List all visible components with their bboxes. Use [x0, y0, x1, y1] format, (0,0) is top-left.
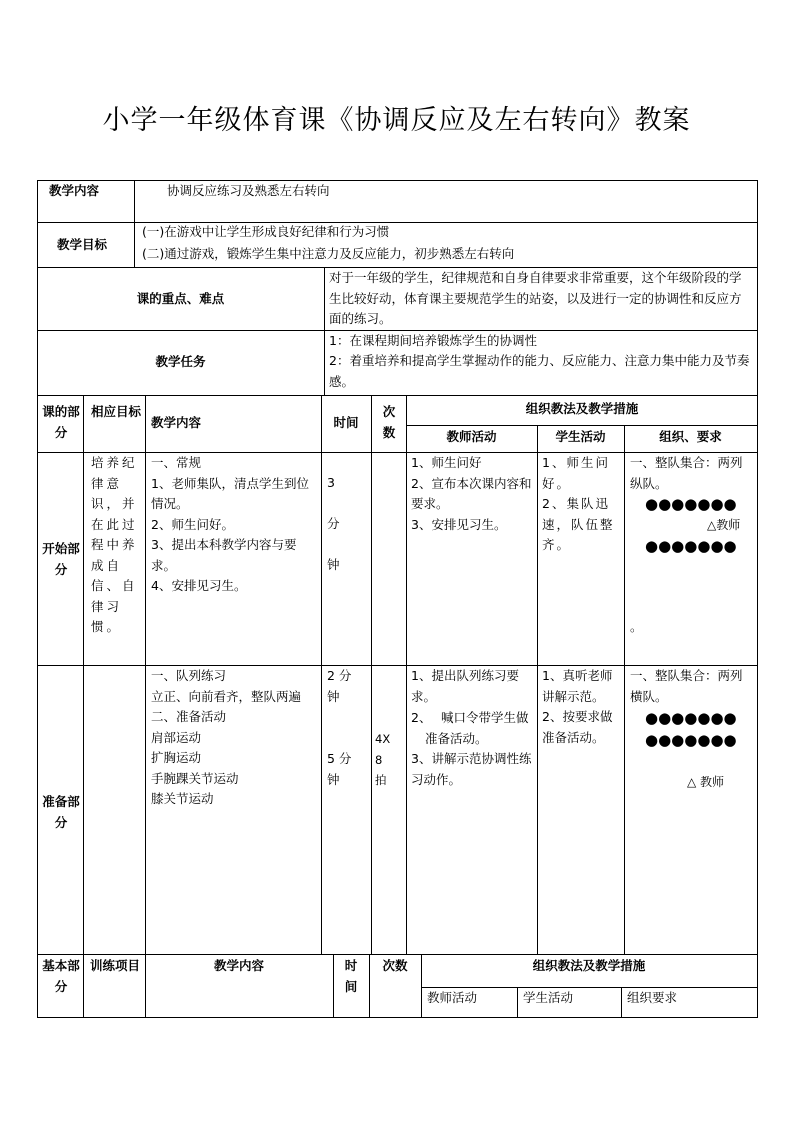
basic-part: 基本部分 [42, 958, 80, 994]
prep-teacher-mark: △ 教师 [687, 775, 725, 789]
content-label: 教学内容 [49, 183, 100, 198]
key-label: 课的重点、难点 [136, 291, 225, 306]
header-org: 组织教法及教学措施 [525, 401, 639, 416]
header-content: 教学内容 [151, 415, 202, 430]
start-goal: 培养纪律意识，并在此过程中养成自信、自律习惯。 [91, 455, 138, 634]
header-count: 次数 [382, 404, 396, 440]
prep-teacher-1: 1、提出队列练习要求。 [411, 668, 519, 704]
start-time: 3 分 钟 [327, 475, 340, 572]
start-formation-row-1: ●●●●●●● [645, 495, 737, 513]
basic-time: 时间 [344, 958, 358, 994]
prep-teacher-3: 喊口令带学生做准备活动。 [425, 710, 529, 746]
task-item-2: 2：着重培养和提高学生掌握动作的能力、反应能力、注意力集中能力及节奏感。 [329, 353, 750, 389]
prep-teacher-4: 3、讲解示范协调性练习动作。 [411, 751, 532, 787]
basic-org: 组织教法及教学措施 [532, 958, 646, 973]
basic-content: 教学内容 [213, 958, 264, 973]
start-part: 开始部分 [42, 541, 80, 577]
content-value: 协调反应练习及熟悉左右转向 [167, 183, 330, 198]
start-teacher-mark: △教师 [707, 518, 741, 532]
header-goal: 相应目标 [91, 404, 142, 419]
goal-item-1: (一)在游戏中让学生形成良好纪律和行为习惯 [142, 224, 390, 239]
prep-time-1: 2 分 钟 [327, 668, 352, 704]
task-item-1: 1：在课程期间培养锻炼学生的协调性 [329, 333, 537, 348]
header-part: 课的部分 [42, 404, 80, 440]
prep-count: 4X 8 拍 [375, 732, 391, 787]
start-content: 一、常规 1、老师集队，清点学生到位情况。 2、师生问好。 3、提出本科教学内容与要求。 4、安排见习生。 [151, 455, 309, 593]
start-formation-row-2: ●●●●●●● [645, 537, 737, 555]
basic-count: 次数 [382, 958, 408, 973]
basic-student: 学生活动 [523, 990, 574, 1005]
lesson-plan-table [37, 180, 758, 1018]
page-title: 小学一年级体育课《协调反应及左右转向》教案 [102, 105, 691, 136]
header-student: 学生活动 [555, 429, 606, 444]
start-req: 一、整队集合：两列纵队。 [630, 455, 743, 491]
basic-item: 训练项目 [89, 958, 140, 973]
goal-label: 教学目标 [57, 237, 108, 252]
header-time: 时间 [333, 415, 359, 430]
start-teacher: 1、师生问好 2、宣布本次课内容和要求。 3、安排见习生。 [411, 455, 532, 532]
goal-item-2: (二)通过游戏，锻炼学生集中注意力及反应能力，初步熟悉左右转向 [142, 246, 515, 261]
start-end-mark: 。 [630, 619, 643, 634]
prep-student: 1、真听老师讲解示范。 2、按要求做准备活动。 [542, 668, 613, 745]
header-req: 组织、要求 [659, 429, 722, 444]
prep-teacher-2: 2、 [411, 710, 432, 725]
basic-teacher: 教师活动 [427, 990, 478, 1005]
prep-time-2: 5 分 钟 [327, 751, 352, 787]
prep-formation-row-2: ●●●●●●● [645, 731, 737, 749]
prep-part: 准备部分 [42, 794, 80, 830]
key-value: 对于一年级的学生，纪律规范和自身自律要求非常重要，这个年级阶段的学生比较好动，体育课主要规范学生的站姿，以及进行一定的协调性和反应方面的练习。 [329, 270, 742, 326]
task-label: 教学任务 [155, 354, 206, 369]
prep-req: 一、整队集合：两列横队。 [630, 668, 743, 704]
header-teacher: 教师活动 [446, 429, 497, 444]
start-student: 1、师生问好。 2、集队迅速，队伍整齐。 [542, 455, 615, 552]
prep-content: 一、队列练习 立正、向前看齐，整队两遍 二、准备活动 肩部运动 扩胸运动 手腕踝关节运动 膝关节运动 [151, 668, 302, 806]
prep-formation-row-1: ●●●●●●● [645, 709, 737, 727]
basic-req: 组织要求 [627, 990, 678, 1005]
